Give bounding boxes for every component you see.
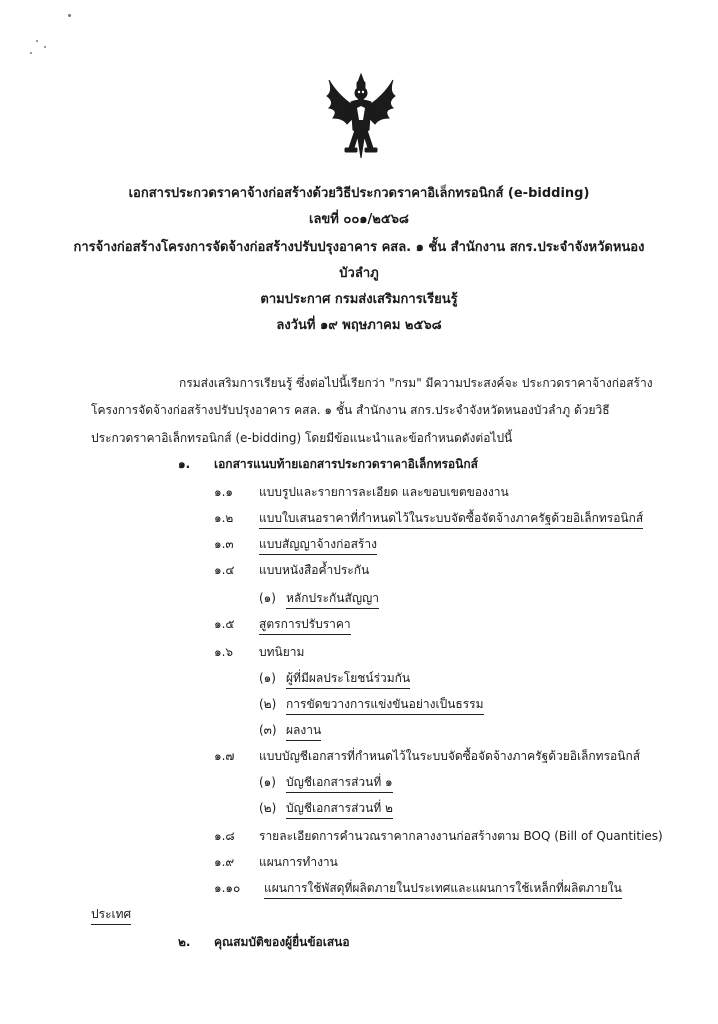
subitem-number: (๑) [259,775,276,789]
section2-title: คุณสมบัติของผู้ยื่นข้อเสนอ [214,935,350,949]
scan-speck [30,52,32,54]
section1-title: เอกสารแนบท้ายเอกสารประกวดราคาอิเล็กทรอนิกส์ [214,457,478,471]
item-link[interactable]: ผู้ที่มีผลประโยชน์ร่วมกัน [286,671,410,689]
intro-line3: ประกวดราคาอิเล็กทรอนิกส์ (e-bidding) โดยมีข้อแนะนำและข้อกำหนดดังต่อไปนี้ [91,431,513,445]
item-number: ๑.๖ [214,645,234,659]
garuda-emblem-icon [323,72,399,164]
project-title-line1: การจ้างก่อสร้างโครงการจัดจ้างก่อสร้างปรับปรุงอาคาร คสล. ๑ ชั้น สำนักงาน สกร.ประจำจังหวัดหนอง [73,240,645,255]
item-link[interactable]: บัญชีเอกสารส่วนที่ ๑ [286,775,393,793]
subitem-number: (๑) [259,671,276,685]
item-link-continuation[interactable]: ประเทศ [91,907,131,925]
section2-number: ๒. [178,935,191,949]
document-number: เลขที่ ๐๐๑/๒๕๖๘ [309,212,409,227]
item-number: ๑.๔ [214,563,235,577]
item-text: แบบรูปและรายการละเอียด และขอบเขตของงาน [259,485,509,499]
announcement-date: ลงวันที่ ๑๙ พฤษภาคม ๒๕๖๘ [276,318,442,333]
item-link[interactable]: หลักประกันสัญญา [286,591,379,609]
item-number: ๑.๙ [214,855,235,869]
scan-speck [36,40,38,42]
section1-number: ๑. [178,457,191,471]
intro-line1: กรมส่งเสริมการเรียนรู้ ซึ่งต่อไปนี้เรียกว่า "กรม" มีความประสงค์จะ ประกวดราคาจ้างก่อสร้าง [179,376,653,390]
subitem-number: (๑) [259,591,276,605]
intro-line2: โครงการจัดจ้างก่อสร้างปรับปรุงอาคาร คสล. ๑ ชั้น สำนักงาน สกร.ประจำจังหวัดหนองบัวลำภู ด้วยวิธี [91,403,610,417]
item-number: ๑.๑๐ [214,881,241,895]
item-text: แผนการทำงาน [259,855,338,869]
item-link[interactable]: แบบใบเสนอราคาที่กำหนดไว้ในระบบจัดซื้อจัดจ้างภาครัฐด้วยอิเล็กทรอนิกส์ [259,511,643,529]
item-number: ๑.๕ [214,617,235,631]
announcement: ตามประกาศ กรมส่งเสริมการเรียนรู้ [260,292,458,307]
item-number: ๑.๘ [214,829,235,843]
scan-speck [68,14,71,17]
item-link[interactable]: บัญชีเอกสารส่วนที่ ๒ [286,801,393,819]
item-link[interactable]: ผลงาน [286,723,321,741]
item-number: ๑.๑ [214,485,234,499]
scan-speck [44,46,46,48]
item-link[interactable]: การขัดขวางการแข่งขันอย่างเป็นธรรม [286,697,484,715]
project-title-line2: บัวลำภู [339,266,379,281]
item-text: แบบหนังสือค้ำประกัน [259,563,370,577]
item-number: ๑.๓ [214,537,234,551]
item-link[interactable]: แบบสัญญาจ้างก่อสร้าง [259,537,377,555]
item-text: รายละเอียดการคำนวณราคากลางงานก่อสร้างตาม BOQ (Bill of Quantities) [259,829,663,843]
subitem-number: (๒) [259,697,277,711]
item-number: ๑.๒ [214,511,234,525]
item-text: บทนิยาม [259,645,305,659]
item-number: ๑.๗ [214,749,235,763]
subitem-number: (๓) [259,723,277,737]
item-link[interactable]: แผนการใช้พัสดุที่ผลิตภายในประเทศและแผนการใช้เหล็กที่ผลิตภายใน [264,881,622,899]
document-title: เอกสารประกวดราคาจ้างก่อสร้างด้วยวิธีประกวดราคาอิเล็กทรอนิกส์ (e-bidding) [128,186,590,201]
item-text: แบบบัญชีเอกสารที่กำหนดไว้ในระบบจัดซื้อจัดจ้างภาครัฐด้วยอิเล็กทรอนิกส์ [259,749,641,763]
subitem-number: (๒) [259,801,277,815]
item-link[interactable]: สูตรการปรับราคา [259,617,351,635]
